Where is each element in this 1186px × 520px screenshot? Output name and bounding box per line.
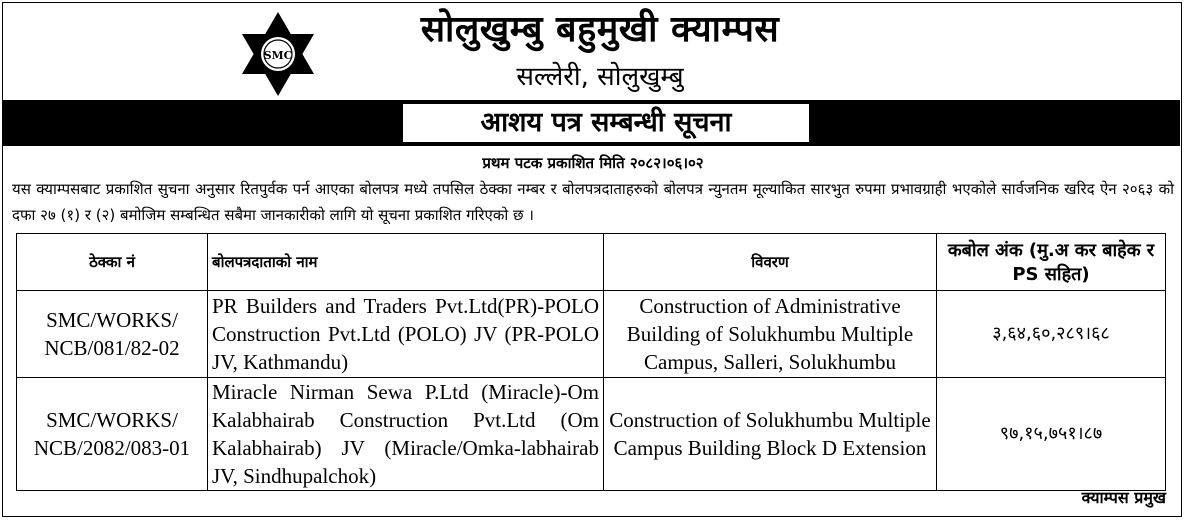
cell-amount: ३,६४,६०,२८९।६८ bbox=[937, 291, 1166, 378]
header-contract-no: ठेक्का नं bbox=[17, 234, 208, 291]
contracts-table bbox=[16, 233, 1166, 491]
header-description: विवरण bbox=[604, 234, 937, 291]
published-date: प्रथम पटक प्रकाशित मिति २०८२।०६।०२ bbox=[482, 154, 704, 172]
table-row bbox=[17, 291, 1166, 378]
cell-description: Construction of Administrative Building of Solukhumbu Multiple Campus, Salleri, Solukhumbu bbox=[604, 291, 937, 378]
cell-description: Construction of Solukhumbu Multiple Campus Building Block D Extension bbox=[604, 378, 937, 491]
table-row bbox=[17, 378, 1166, 491]
cell-bidder: Miracle Nirman Sewa P.Ltd (Miracle)-Om Kalabhairab Construction Pvt.Ltd (Om Kalabhairab) JV (Miracle/Omka-labhairab JV, Sindhupalchok) bbox=[208, 378, 604, 491]
cell-amount: ९७,१५,७५१।८७ bbox=[937, 378, 1166, 491]
notice-banner bbox=[3, 100, 1180, 146]
signatory: क्याम्पस प्रमुख bbox=[1081, 488, 1166, 507]
cell-bidder: PR Builders and Traders Pvt.Ltd(PR)-POLO Construction Pvt.Ltd (POLO) JV (PR-POLO JV, Kathmandu) bbox=[208, 291, 604, 378]
table-header-row bbox=[17, 234, 1166, 291]
banner-title: आशय पत्र सम्बन्धी सूचना bbox=[403, 104, 809, 142]
cell-contract-no: SMC/WORKS/ NCB/081/82-02 bbox=[17, 291, 208, 378]
notice-paragraph: यस क्याम्पसबाट प्रकाशित सुचना अनुसार रितपुर्वक पर्न आएका बोलपत्र मध्ये तपसिल ठेक्का नम्बर र बोलपत्रदाताहरुको बोलपत्र न्युनतम मूल्याकित सारभुत रुपमा प्रभावग्राही भएकोले सार्वजनिक खरिद ऐन २०६३ को दफा २७ (१) र (२) बमोजिम सम्बन्धित सबैमा जानकारीको लागि यो सूचना प्रकाशित गरिएको छ । bbox=[12, 180, 1174, 224]
page-title: सोलुखुम्बु बहुमुखी क्याम्पस bbox=[420, 9, 780, 50]
page-subtitle: सल्लेरी, सोलुखुम्बु bbox=[516, 62, 684, 92]
cell-contract-no: SMC/WORKS/ NCB/2082/083-01 bbox=[17, 378, 208, 491]
logo-text: SMC bbox=[263, 49, 293, 62]
header-bidder: बोलपत्रदाताको नाम bbox=[208, 234, 604, 291]
header-amount: कबोल अंक (मु.अ कर बाहेक र PS सहित) bbox=[937, 234, 1166, 291]
